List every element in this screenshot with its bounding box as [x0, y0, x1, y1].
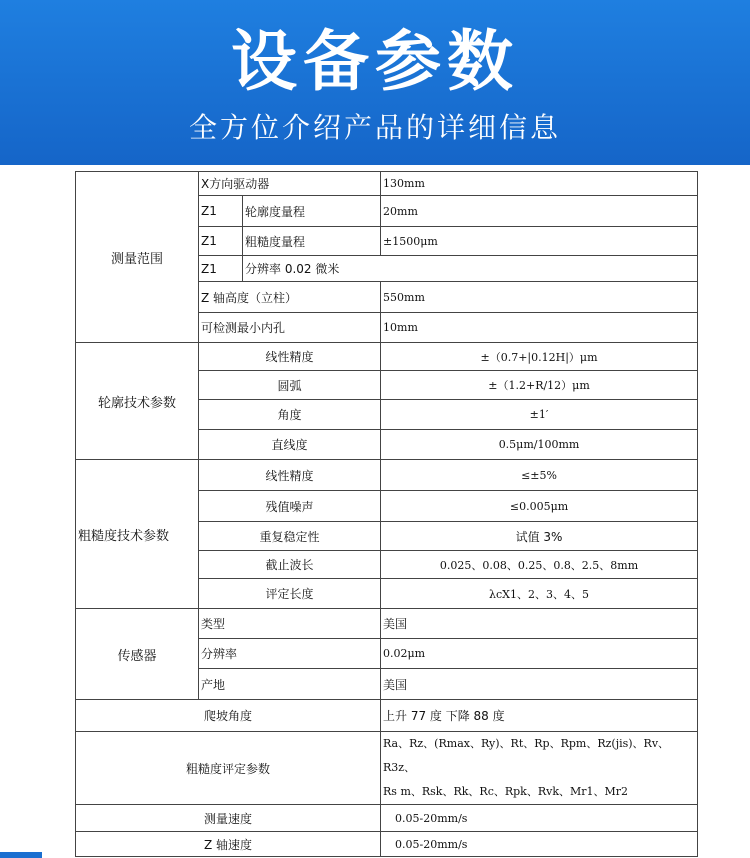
category-sensor: 传感器 [76, 609, 199, 700]
row-label: 重复稳定性 [199, 522, 381, 551]
category-roughness-params: 粗糙度技术参数 [76, 460, 199, 609]
row-value: 美国 [381, 609, 698, 639]
row-label: 粗糙度量程 [243, 227, 381, 256]
row-label: 测量速度 [76, 805, 381, 832]
table-row [76, 805, 698, 832]
row-label: 残值噪声 [199, 491, 381, 522]
page-title: 设备参数 [231, 23, 519, 100]
row-axis: Z1 [199, 256, 243, 282]
row-label: 截止波长 [199, 551, 381, 579]
row-value: 0.02μm [381, 639, 698, 669]
table-row [76, 732, 698, 805]
row-value: 0.05-20mm/s [381, 805, 698, 832]
eval-params-line1: Ra、Rz、(Rmax、Ry)、Rt、Rp、Rpm、Rz(jis)、Rv、R3z、 [383, 737, 670, 774]
header-banner [0, 0, 750, 165]
row-label: 圆弧 [199, 371, 381, 400]
category-contour-params: 轮廓技术参数 [76, 343, 199, 460]
row-value: ±（0.7+|0.12H|）μm [381, 343, 698, 371]
row-value: 试值 3% [381, 522, 698, 551]
table-row [76, 172, 698, 196]
row-label: Z 轴速度 [76, 832, 381, 857]
row-label: 直线度 [199, 430, 381, 460]
row-label: 产地 [199, 669, 381, 700]
row-label: 分辨率 0.02 微米 [243, 256, 698, 282]
row-value: 上升 77 度 下降 88 度 [381, 700, 698, 732]
row-label: 评定长度 [199, 579, 381, 609]
row-value: λcX1、2、3、4、5 [381, 579, 698, 609]
table-row [76, 460, 698, 491]
row-label: 粗糙度评定参数 [76, 732, 381, 805]
page-subtitle: 全方位介绍产品的详细信息 [188, 111, 561, 144]
row-value: ≤±5% [381, 460, 698, 491]
row-label: 可检测最小内孔 [199, 313, 381, 343]
category-measurement-range: 测量范围 [76, 172, 199, 343]
row-value: ±1′ [381, 400, 698, 430]
row-label: 线性精度 [199, 460, 381, 491]
row-value: ±（1.2+R/12）μm [381, 371, 698, 400]
row-value: ≤0.005μm [381, 491, 698, 522]
table-row [76, 700, 698, 732]
row-label: 类型 [199, 609, 381, 639]
row-value: 0.5μm/100mm [381, 430, 698, 460]
footer-accent-bar [0, 852, 42, 858]
row-label: X方向驱动器 [199, 172, 381, 196]
row-axis: Z1 [199, 227, 243, 256]
row-value: 20mm [381, 196, 698, 227]
row-value: 550mm [381, 282, 698, 313]
row-label: 分辨率 [199, 639, 381, 669]
row-value: 0.05-20mm/s [381, 832, 698, 857]
row-axis: Z1 [199, 196, 243, 227]
spec-table [75, 171, 698, 857]
row-label: 线性精度 [199, 343, 381, 371]
table-row [76, 343, 698, 371]
table-row [76, 609, 698, 639]
row-value: 0.025、0.08、0.25、0.8、2.5、8mm [381, 551, 698, 579]
row-value: ±1500μm [381, 227, 698, 256]
row-value: 130mm [381, 172, 698, 196]
row-label: 轮廓度量程 [243, 196, 381, 227]
row-label: Z 轴高度（立柱） [199, 282, 381, 313]
row-value [381, 732, 698, 805]
row-label: 爬坡角度 [76, 700, 381, 732]
row-value: 10mm [381, 313, 698, 343]
table-row [76, 832, 698, 857]
row-label: 角度 [199, 400, 381, 430]
eval-params-line2: Rs m、Rsk、Rk、Rc、Rpk、Rvk、Mr1、Mr2 [383, 785, 629, 798]
row-value: 美国 [381, 669, 698, 700]
